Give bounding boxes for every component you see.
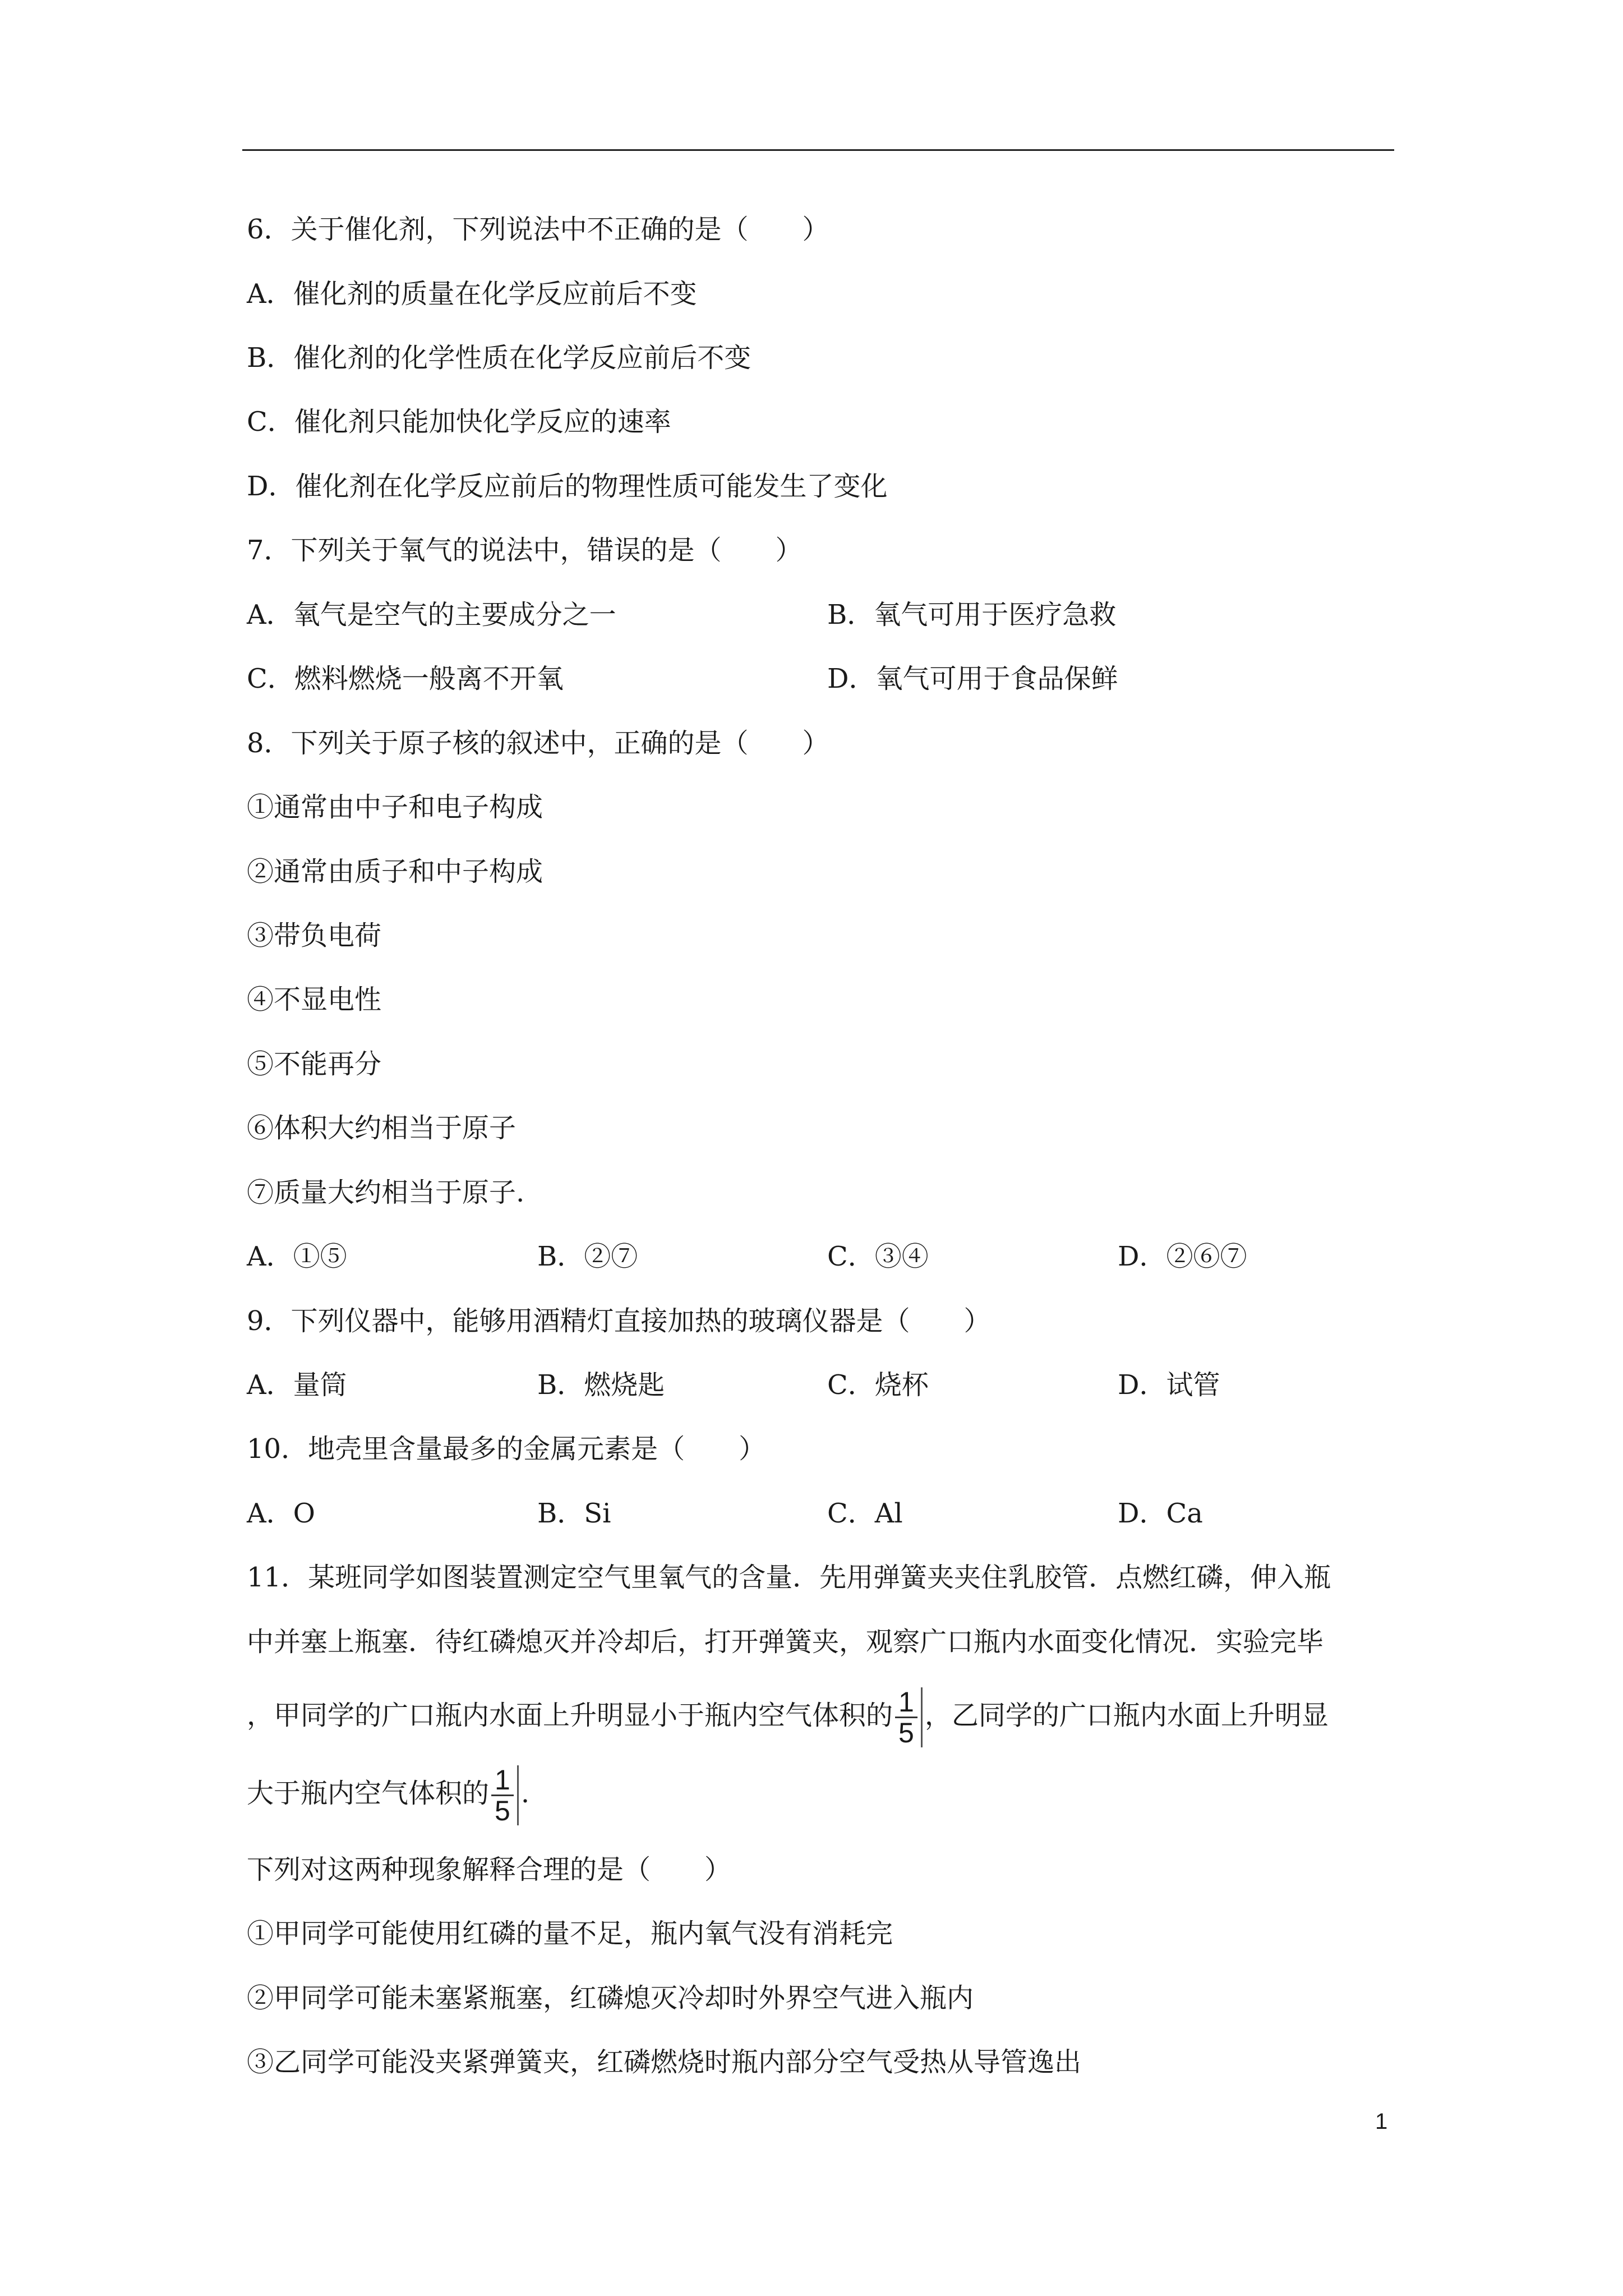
q11-line-1: 11．某班同学如图装置测定空气里氧气的含量．先用弹簧夹夹住乳胶管．点燃红磷，伸入瓶 bbox=[247, 1562, 1331, 1593]
q8-statement-5: ⑤不能再分 bbox=[247, 1048, 382, 1080]
q8-statement-6: ⑥体积大约相当于原子 bbox=[247, 1112, 517, 1144]
q11-line-4-text-b: . bbox=[520, 1778, 530, 1809]
q11-line-3-text-b: ，乙同学的广口瓶内水面上升明显 bbox=[924, 1700, 1329, 1731]
q11-statement-2: ②甲同学可能未塞紧瓶塞，红磷熄灭冷却时外界空气进入瓶内 bbox=[247, 1982, 974, 2014]
q8-stem: 8．下列关于原子核的叙述中，正确的是（ ） bbox=[247, 728, 829, 759]
q6-option-b: B．催化剂的化学性质在化学反应前后不变 bbox=[247, 342, 751, 374]
page-number: 1 bbox=[1375, 2109, 1388, 2134]
q6-option-a: A．催化剂的质量在化学反应前后不变 bbox=[247, 278, 697, 310]
q11-prompt: 下列对这两种现象解释合理的是（ ） bbox=[247, 1854, 732, 1885]
q8-option-b: B．②⑦ bbox=[537, 1241, 638, 1272]
q8-statement-7: ⑦质量大约相当于原子. bbox=[247, 1177, 525, 1208]
q11-line-4 bbox=[247, 1760, 529, 1827]
q6-option-d: D．催化剂在化学反应前后的物理性质可能发生了变化 bbox=[247, 471, 888, 502]
q8-statement-2: ②通常由质子和中子构成 bbox=[247, 856, 543, 887]
q9-option-c: C．烧杯 bbox=[827, 1369, 929, 1401]
q7-option-b: B．氧气可用于医疗急救 bbox=[827, 599, 1117, 631]
q11-line-3-text-a: ，甲同学的广口瓶内水面上升明显小于瓶内空气体积的 bbox=[247, 1700, 893, 1731]
fraction-denominator: 5 bbox=[898, 1717, 914, 1749]
q8-option-a: A．①⑤ bbox=[247, 1241, 347, 1272]
q8-statement-1: ①通常由中子和电子构成 bbox=[247, 792, 543, 823]
q8-option-c: C．③④ bbox=[827, 1241, 929, 1272]
q7-option-a: A．氧气是空气的主要成分之一 bbox=[247, 599, 616, 631]
q7-option-c: C．燃料燃烧一般离不开氧 bbox=[247, 663, 564, 694]
q9-option-d: D．试管 bbox=[1118, 1369, 1220, 1401]
fraction-numerator: 1 bbox=[491, 1765, 514, 1796]
q11-statement-1: ①甲同学可能使用红磷的量不足，瓶内氧气没有消耗完 bbox=[247, 1918, 893, 1949]
q8-statement-4: ④不显电性 bbox=[247, 984, 382, 1015]
q11-line-2: 中并塞上瓶塞．待红磷熄灭并冷却后，打开弹簧夹，观察广口瓶内水面变化情况．实验完毕 bbox=[247, 1626, 1324, 1658]
q10-option-b: B．Si bbox=[537, 1498, 611, 1529]
fraction-one-fifth bbox=[895, 1687, 923, 1747]
q11-line-3 bbox=[247, 1682, 1329, 1749]
q11-statement-3: ③乙同学可能没夹紧弹簧夹，红磷燃烧时瓶内部分空气受热从导管逸出 bbox=[247, 2046, 1082, 2078]
q7-stem: 7．下列关于氧气的说法中，错误的是（ ） bbox=[247, 535, 803, 566]
q9-stem: 9．下列仪器中，能够用酒精灯直接加热的玻璃仪器是（ ） bbox=[247, 1305, 991, 1337]
q10-option-c: C．Al bbox=[827, 1498, 903, 1529]
q7-option-d: D．氧气可用于食品保鲜 bbox=[827, 663, 1118, 694]
q10-option-d: D．Ca bbox=[1118, 1498, 1203, 1529]
q9-option-b: B．燃烧匙 bbox=[537, 1369, 665, 1401]
q8-option-d: D．②⑥⑦ bbox=[1118, 1241, 1247, 1272]
fraction-one-fifth bbox=[491, 1765, 519, 1825]
fraction-numerator: 1 bbox=[895, 1687, 917, 1718]
q10-stem: 10．地壳里含量最多的金属元素是（ ） bbox=[247, 1433, 766, 1465]
q9-option-a: A．量筒 bbox=[247, 1369, 347, 1401]
q6-stem: 6．关于催化剂，下列说法中不正确的是（ ） bbox=[247, 214, 829, 245]
q11-line-4-text-a: 大于瓶内空气体积的 bbox=[247, 1778, 490, 1809]
q8-statement-3: ③带负电荷 bbox=[247, 920, 382, 951]
header-rule bbox=[242, 149, 1394, 151]
fraction-denominator: 5 bbox=[495, 1795, 510, 1826]
q6-option-c: C．催化剂只能加快化学反应的速率 bbox=[247, 406, 671, 438]
q10-option-a: A．O bbox=[247, 1498, 316, 1529]
